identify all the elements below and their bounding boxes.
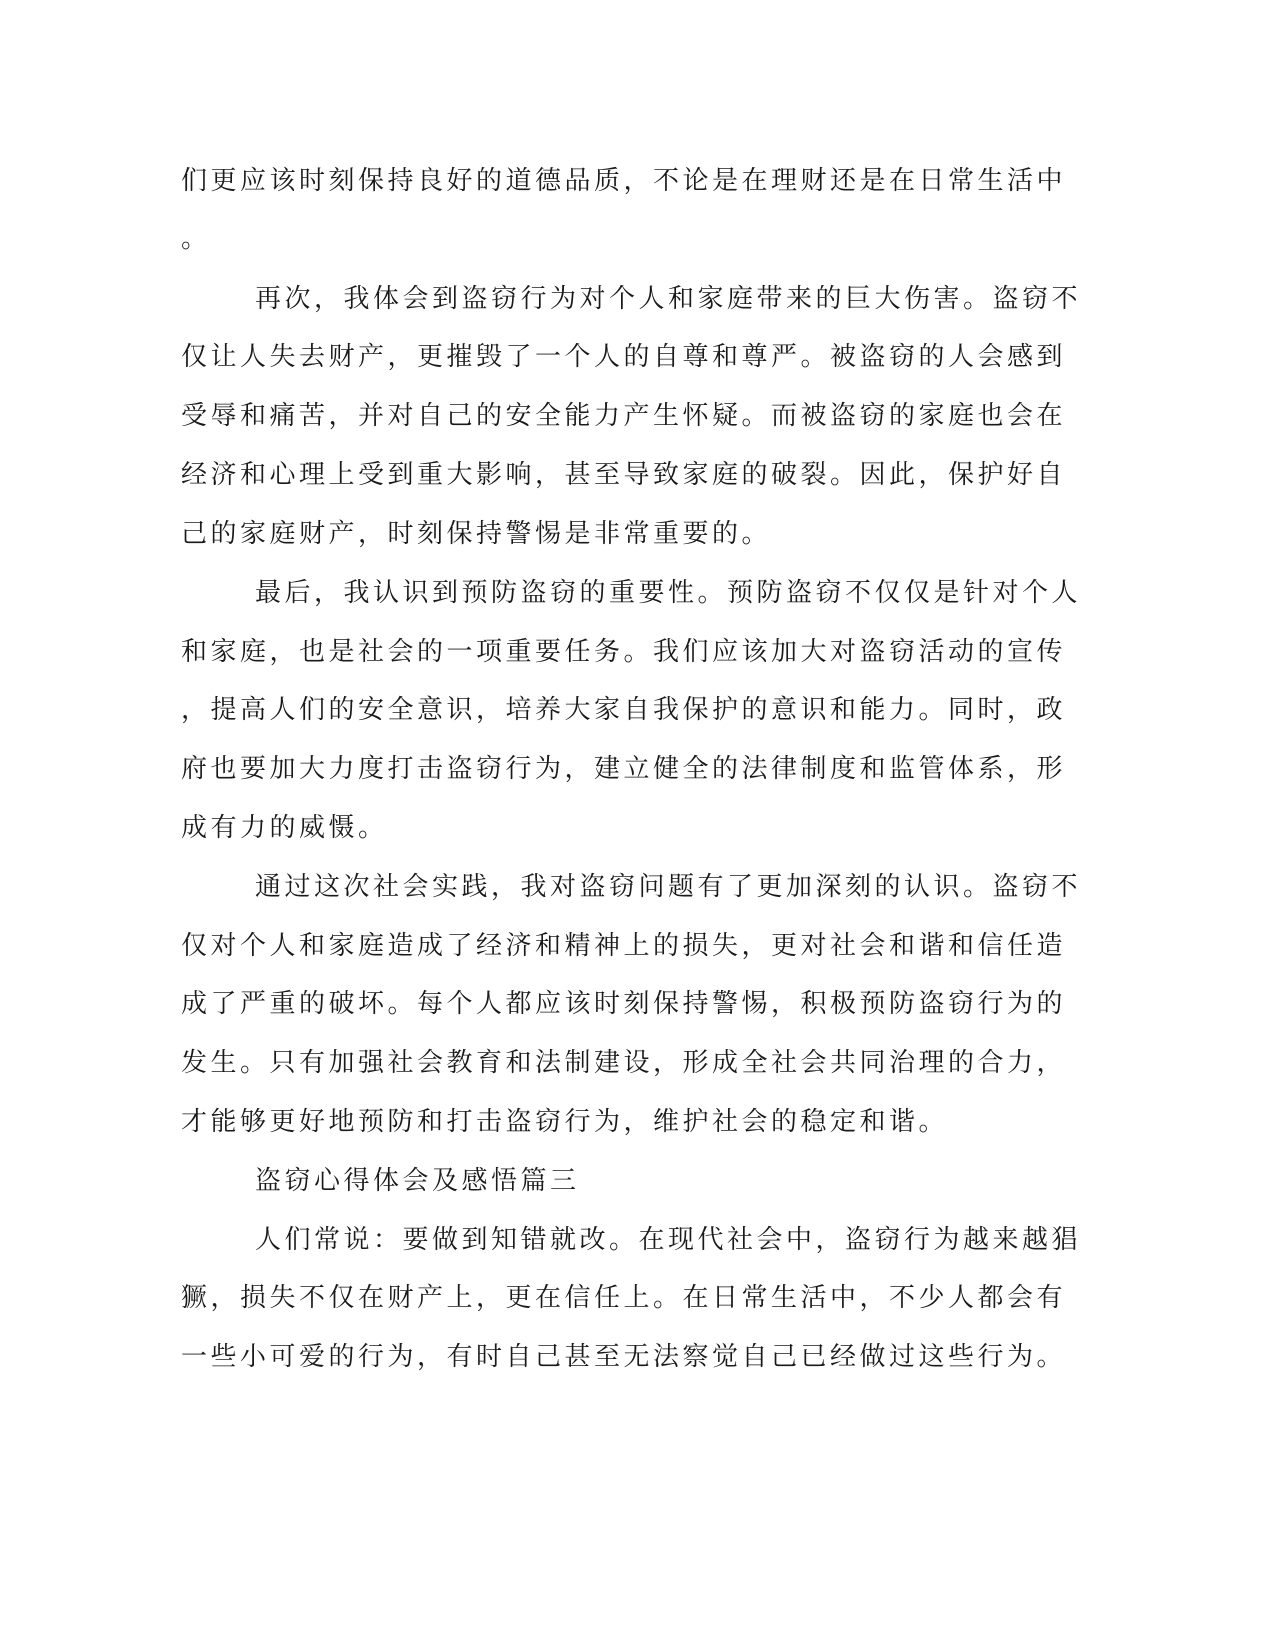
- text-line: 和家庭，也是社会的一项重要任务。我们应该加大对盗窃活动的宣传: [181, 637, 1067, 667]
- text-line: 成有力的威慑。: [181, 813, 388, 843]
- text-line: ，提高人们的安全意识，培养大家自我保护的意识和能力。同时，政: [181, 695, 1067, 725]
- text-line: 才能够更好地预防和打击盗窃行为，维护社会的稳定和谐。: [181, 1107, 949, 1137]
- text-line: 受辱和痛苦，并对自己的安全能力产生怀疑。而被盗窃的家庭也会在: [181, 401, 1067, 431]
- text-line: 发生。只有加强社会教育和法制建设，形成全社会共同治理的合力，: [181, 1048, 1067, 1078]
- text-line: 府也要加大力度打击盗窃行为，建立健全的法律制度和监管体系，形: [181, 754, 1067, 784]
- text-line: 成了严重的破坏。每个人都应该时刻保持警惕，积极预防盗窃行为的: [181, 989, 1067, 1019]
- paragraph-start-line: 最后，我认识到预防盗窃的重要性。预防盗窃不仅仅是针对个人: [255, 578, 1082, 608]
- text-line: 一些小可爱的行为，有时自己甚至无法察觉自己已经做过这些行为。: [181, 1342, 1067, 1372]
- text-line: 獗，损失不仅在财产上，更在信任上。在日常生活中，不少人都会有: [181, 1283, 1067, 1313]
- text-line: 仅对个人和家庭造成了经济和精神上的损失，更对社会和谐和信任造: [181, 931, 1067, 961]
- paragraph-start-line: 通过这次社会实践，我对盗窃问题有了更加深刻的认识。盗窃不: [255, 872, 1082, 902]
- text-line: 经济和心理上受到重大影响，甚至导致家庭的破裂。因此，保护好自: [181, 460, 1067, 490]
- text-line: 仅让人失去财产，更摧毁了一个人的自尊和尊严。被盗窃的人会感到: [181, 342, 1067, 372]
- text-line: 己的家庭财产，时刻保持警惕是非常重要的。: [181, 519, 772, 549]
- paragraph-start-line: 人们常说：要做到知错就改。在现代社会中，盗窃行为越来越猖: [255, 1225, 1082, 1255]
- paragraph-start-line: 再次，我体会到盗窃行为对个人和家庭带来的巨大伤害。盗窃不: [255, 284, 1082, 314]
- text-line: 们更应该时刻保持良好的道德品质，不论是在理财还是在日常生活中: [181, 166, 1067, 196]
- section-heading: 盗窃心得体会及感悟篇三: [255, 1166, 580, 1196]
- text-line: 。: [181, 224, 211, 254]
